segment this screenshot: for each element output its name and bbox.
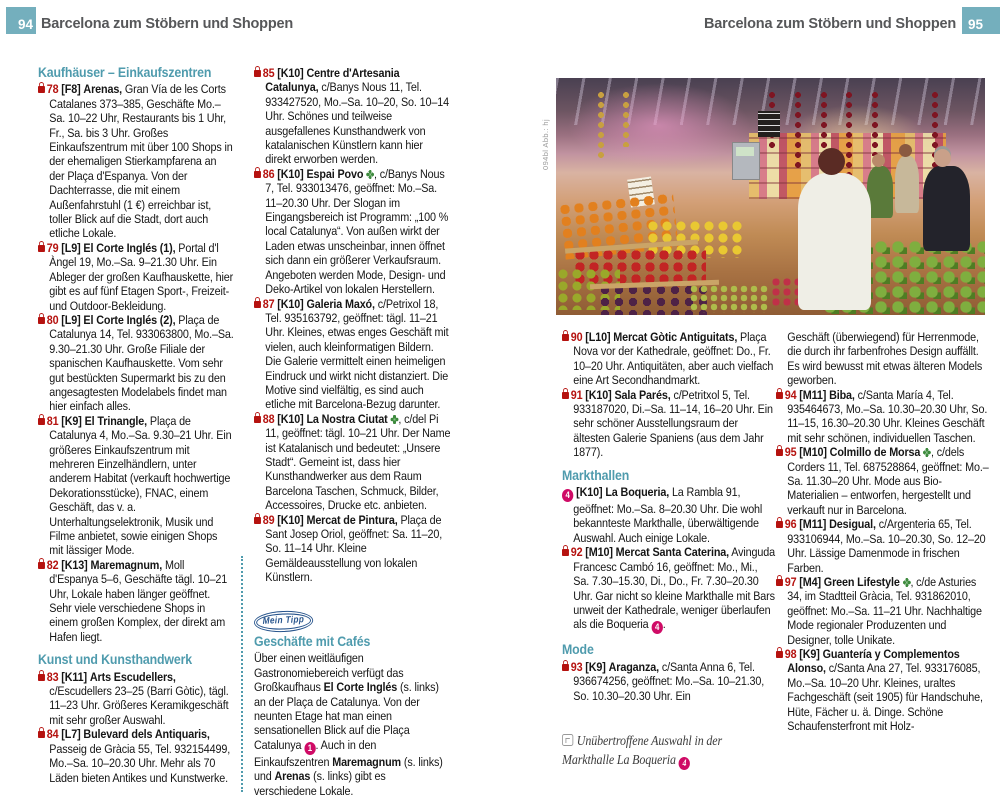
page-number-left: 94 [17,17,33,32]
photo-pepper-garland [869,90,882,156]
eco-flower-icon [903,578,911,587]
shopping-bag-icon [562,664,569,671]
column-2 [254,66,451,798]
shopping-bag-icon [254,301,261,308]
tip-segment: (s. links) an der Plaça de Catalunya. Von der neunten Etage hat man einen sensationellen Blick auf die Plaça Catalunya [254,680,439,752]
entry-body: , c/del Pi 11, geöffnet: tägl. 10–21 Uhr. Der Name ist Katalanisch und bedeutet: „Unsere Stadt“. Gemeint ist, dass hier Kunsthandwerker aus dem Raum Barcelona Taschen, Schmuck, Bilder, Accessoires, Drucke etc. anbieten. [265,411,451,513]
map-grid-ref: [M10] [585,545,613,560]
entry-85 [254,66,451,167]
entry-number: 96 [784,517,797,532]
map-grid-ref: [K10] [277,66,304,80]
shopping-bag-icon [254,171,261,178]
shop-name: Maremagnum, [90,557,163,572]
photo-vendor-white-coat [798,173,871,310]
eco-flower-icon [366,170,374,179]
shopping-bag-icon [38,86,45,93]
section-heading-markthallen: Markthallen [562,467,630,484]
tip-segment: (s. links) und [254,754,443,784]
map-ref-badge: 4 [562,489,573,502]
shop-name: Mercat Gòtic Antiguitats, [613,330,738,344]
entry-body: c/Petritxol 5, Tel. 933187020, Di.–Sa. 11–14, 16–20 Uhr. Ein sehr schöner Ausstellungsraum der ältesten Galerie Spaniens (aus dem Jahr 1877). [573,387,773,460]
entry-body: , c/Banys Nous 7, Tel. 933013476, geöffnet: Mo.–Sa. 11–20.30 Uhr. Der Slogan im Eingangsbereich ist Programm: „100 % local Catalunya“. Von außen wirkt der Laden etwas unscheinbar, innen öffnet sich dann ein größerer Verkaufsraum. Angeboten werden Mode, Design- und Deko-Artikel von lokalen Herstellern. [265,166,449,297]
tip-bold: Arenas [274,769,311,784]
entry-91 [562,388,775,460]
entry-body: c/Argenteria 65, Tel. 933106944, Mo.–Sa. 10–20.30, So. 12–20 Uhr. Lässige Damenmode in frischen Farben. [787,517,986,575]
map-ref-badge: 4 [679,757,690,770]
eco-flower-icon [923,448,931,457]
eco-flower-icon [391,415,399,424]
page-number-box-left [6,7,36,34]
shop-name: La Nostra Ciutat [306,411,388,426]
shop-name: El Corte Inglés (2), [83,312,176,327]
photo-man-in-suit [923,166,970,251]
section-heading-mode: Mode [562,642,594,659]
entry-84 [38,727,234,785]
entry-83 [38,670,234,728]
map-grid-ref: [M4] [799,574,821,589]
entry-body: Plaça de Sant Josep Oriol, geöffnet: Sa. 11–20, So. 11–14 Uhr. Kleine Gemäldeausstellung von lokalen Künstlern. [265,512,443,585]
entry-body: Passeig de Gràcia 55, Tel. 932154499, Mo.–Sa. 10–20.30 Uhr. Mehr als 70 Läden bieten Antikes und Kunstwerke. [49,741,231,785]
shopping-bag-icon [776,521,783,528]
entry-number: 79 [46,240,59,255]
entry-87 [254,297,451,412]
entry-number: 89 [262,512,275,527]
entry-body: c/Santa Anna 6, Tel. 936674256, geöffnet: Mo.–Sa. 10–21.30, So. 10.30–20.30 Uhr. Ein [573,659,765,703]
shopping-bag-icon [776,579,783,586]
entry-86 [254,167,451,297]
shop-name: Colmillo de Morsa [829,445,921,460]
entry-body: c/Banys Nous 11, Tel. 933427520, Mo.–Sa. 10–20, So. 10–14 Uhr. Schönes und teilweise ausgefallenes Kunsthandwerk von katalanischen Künstlern kann hier direkt erworben werden. [265,80,449,167]
shop-name: El Corte Inglés (1), [83,240,176,255]
photo-pepper-garland [843,90,856,180]
entry-body: La Rambla 91, geöffnet: Mo.–Sa. 8–20.30 Uhr. Die wohl bekannteste Markthalle, überwältigende Auswahl. Auch einige Lokale. [573,485,763,545]
entry-number: 94 [784,387,797,402]
photo-man-head [934,149,951,167]
shop-name: Sala Parés, [614,387,671,402]
entry-number: 85 [262,66,275,80]
map-grid-ref: [K10] [277,166,304,181]
photo-above-arrow-icon [562,734,573,746]
entry-body: Portal d'l Àngel 19, Mo.–Sa. 9–21.30 Uhr. Ein Ableger der großen Kaufhauskette, hier gibt es auf fünf Etagen Sport-, Freizeit- und Outdoor-Bekleidung. [49,240,234,313]
tip-bold: Maremagnum [332,754,402,769]
shopping-bag-icon [38,317,45,324]
map-grid-ref: [M10] [799,445,827,460]
entry-body: Gran Vía de les Corts Catalanes 373–385, Geschäfte Mo.–Sa. 10–22 Uhr, Restaurants bis 1 Uhr, Fr., Sa. bis 3 Uhr. Großes Einkaufszentrum mit über 100 Shops in der ehemaligen Stierkampfarena an der Plaça d'Espanya. Von der Dachterrasse, die mit einem Außenfahrstuhl (1 €) erreichbar ist, toller Blick auf die Stadt, dort auch etliche Lokale. [49,82,233,241]
shopping-bag-icon [254,517,261,524]
map-grid-ref: [K10] [277,296,304,311]
entry-number: 82 [46,557,59,572]
map-grid-ref: [K9] [61,413,82,428]
entry-81 [38,414,234,558]
tip-text [254,651,451,798]
shop-name: Espai Povo [306,166,364,181]
map-grid-ref: [M11] [799,387,827,402]
entry-number: 84 [46,727,59,742]
entry-boqueria [562,485,775,545]
entry-92 [562,545,775,634]
shop-name: Galeria Maxó, [306,296,375,311]
photo-shopper [895,156,919,213]
tip-segment: (s. links) gibt es verschiedene Lokale. [254,769,386,798]
entry-body: Plaça Nova vor der Kathedrale, geöffnet: Do., Fr. 10–20 Uhr. Antiquitäten, aber auch vielfach eine Art Secondhandmarkt. [573,330,774,388]
entry-body: c/Escudellers 23–25 (Barri Gòtic), tägl. 11–23 Uhr. Größeres Keramikgeschäft mit sehr großer Auswahl. [49,684,229,727]
entry-body: . [662,617,666,632]
entry-body: , c/dels Corders 11, Tel. 687528864, geöffnet: Mo.–Sa. 11.30–20 Uhr. Mode aus Bio-Materialien – entworfen, hergestellt und verkauft nur in Barcelona. [787,445,989,517]
entry-79 [38,241,234,313]
entry-number: 86 [262,166,275,181]
entry-body: Avinguda Francesc Cambó 16, geöffnet: Mo., Mi., Sa. 7.30–15.30, Di., Do., Fr. 7.30–20.30 Uhr. Gar nicht so kleine Markthalle mit Bars unweit der Kathedrale, weniger überlaufen als die Boqueria [573,545,776,632]
map-grid-ref: [K10] [277,411,304,426]
shopping-bag-icon [38,245,45,252]
photo-scale [732,142,760,180]
entry-80 [38,313,234,414]
map-grid-ref: [K10] [576,485,603,500]
map-grid-ref: [L10] [585,330,611,344]
map-grid-ref: [L9] [61,240,81,255]
map-grid-ref: [K11] [61,669,88,684]
column-1 [38,66,234,785]
entry-body: c/Petrixol 18, Tel. 935163792, geöffnet: tägl. 11–21 Uhr. Kleines, etwas enges Geschäft mit vielen, auch kleinformatigen Bildern. Die Galerie vermittelt einen heimeligen Eindruck und wirkt nicht distanziert. Die Motive sind vielfältig, es sind auch etliche mit Barcelona-Bezug darunter. [265,296,449,412]
entry-number: 92 [570,545,583,560]
entry-82 [38,558,234,644]
column-4 [776,330,989,733]
photo-caption [562,731,775,770]
shop-name: Mercat Santa Caterina, [615,545,730,560]
entry-number: 93 [570,659,583,674]
photo-vendor-head [818,148,845,175]
shop-name: Guantería y Complementos Alonso, [787,646,960,676]
section-heading-kaufhaeuser: Kaufhäuser – Einkaufszentren [38,65,212,81]
page-number-box-right [962,7,1000,34]
entry-number: 83 [46,669,59,684]
tip-heading: Geschäfte mit Cafés [254,634,371,651]
map-ref-badge: 1 [304,742,315,755]
page-number-right: 95 [968,17,984,32]
shop-name: El Trinangle, [84,413,148,428]
running-head-right: Barcelona zum Stöbern und Shoppen [704,16,956,32]
entry-body: Geschäft (überwiegend) für Herrenmode, die durch ihr farbenfrohes Design auffällt. Es wird bewusst mit etwas älteren Models geworben. [787,330,983,388]
shop-name: Mercat de Pintura, [306,512,398,527]
map-grid-ref: [L9] [61,312,81,327]
entry-number: 91 [570,387,583,402]
entry-body: Plaça de Catalunya 4, Mo.–Sa. 9.30–21 Uhr. Ein größeres Einkaufszentrum mit mehreren Einzelhändlern, unter anderem Habitat (verkauft hochwertige Dekorationsstücke), FNAC, einem Geschäft, das v. a. Unterhaltungselektronik, Musik und Filme anbietet, sowie einigen Shops mit lässiger Mode. [49,413,232,558]
entry-body: c/Santa Ana 27, Tel. 933176085, Mo.–Sa. 10–20 Uhr. Kleines, uraltes Fachgeschäft (seit 1905) für Handschuhe, Hüte, Fächer u. ä. Dinge. Schöne Schaufensterfront mit Holz- [787,661,983,733]
shopping-bag-icon [38,562,45,569]
shop-name: Desigual, [829,517,876,532]
shopping-bag-icon [38,418,45,425]
shopping-bag-icon [562,392,569,399]
shop-name: Araganza, [608,659,659,674]
mein-tipp-badge: Mein Tipp [254,609,314,633]
entry-number: 88 [262,411,275,426]
market-hall-photo [556,78,985,315]
photo-chalkboard [758,111,780,137]
shopping-bag-icon [38,674,45,681]
shop-name: Biba, [829,387,855,402]
entry-number: 97 [784,574,797,589]
entry-89 [254,513,451,585]
photo-credit: 094bl Abb.: hj [541,118,550,170]
shopping-bag-icon [38,731,45,738]
map-grid-ref: [K10] [277,512,304,527]
shopping-bag-icon [562,334,569,341]
entry-88 [254,412,451,513]
running-head-left: Barcelona zum Stöbern und Shoppen [41,16,293,32]
photo-pepper-garland [792,90,805,171]
entry-body: , c/de Asturies 34, im Stadtteil Gràcia, Tel. 931862010, geöffnet: Mo.–Sa. 11–21 Uhr. Nachhaltige Mode regionaler Produzenten und Designer, tolle Unikate. [787,574,982,647]
shop-name: Arenas, [83,82,123,97]
shopping-bag-icon [562,549,569,556]
entry-number: 80 [46,312,59,327]
entry-number: 87 [262,296,275,311]
map-grid-ref: [M11] [799,517,827,532]
shopping-bag-icon [776,651,783,658]
map-grid-ref: [K9] [799,646,820,661]
map-grid-ref: [K9] [585,659,606,674]
shop-name: Green Lifestyle [823,574,900,589]
entry-body: c/Santa María 4, Tel. 935464673, Mo.–Sa. 10.30–20.30 Uhr, So. 11–15, 16.30–20.30 Uhr. Kleines Geschäft mit sehr schönen, individuellen Taschen. [787,387,988,445]
entry-96 [776,517,989,575]
entry-90 [562,330,775,388]
column-3 [562,330,775,784]
shopping-bag-icon [776,449,783,456]
entry-number: 81 [46,413,59,428]
shop-name: Arts Escudellers, [89,669,176,684]
map-grid-ref: [K13] [61,557,88,572]
photo-grape-pile [689,284,771,312]
tip-segment: . Auch in den Einkaufszentren [254,737,377,769]
map-grid-ref: [L7] [61,727,81,742]
shop-name: Centre d'Artesania Catalunya, [265,66,400,95]
tip-dotted-rule [241,556,243,792]
entry-number: 90 [570,330,583,344]
entry-93 [562,660,775,703]
entry-93-continuation [776,330,989,388]
shopping-bag-icon [254,70,261,77]
tip-segment: Über einen weitläufigen Gastronomiebereich verfügt das Großkaufhaus [254,651,404,695]
map-ref-badge: 4 [651,621,662,634]
photo-garland [595,90,608,161]
entry-body: Moll d'Espanya 5–6, Geschäfte tägl. 10–21 Uhr, Lokale haben länger geöffnet. Sehr viele verschiedene Shops in einem großen Komplex, der direkt am Hafen liegt. [49,557,228,644]
entry-97 [776,575,989,647]
section-heading-kunst: Kunst und Kunsthandwerk [38,652,193,669]
shopping-bag-icon [254,416,261,423]
entry-number: 95 [784,445,797,460]
entry-body: Plaça de Catalunya 14, Tel. 933063800, Mo.–Sa. 9.30–21.30 Uhr. Große Filiale der spanischen Kaufhauskette. Vom sehr gut bestückten Supermarkt bis zu den angesagtesten Modelabels findet man hier einfach alles. [49,312,234,414]
map-grid-ref: [F8] [61,82,81,97]
shop-name: La Boqueria, [605,485,670,500]
entry-98 [776,647,989,733]
shop-name: Bulevard dels Antiquaris, [83,727,210,742]
shopping-bag-icon [776,392,783,399]
entry-95 [776,445,989,517]
entry-number: 78 [46,82,59,97]
entry-94 [776,388,989,446]
mein-tipp-section [254,611,451,798]
entry-number: 98 [784,646,797,661]
caption-text: Unübertroffene Auswahl in der Markthalle La Boqueria [562,732,723,767]
tip-bold: El Corte Inglés [323,680,398,695]
photo-garland [620,90,633,147]
map-grid-ref: [K10] [585,387,612,402]
entry-78 [38,82,234,240]
